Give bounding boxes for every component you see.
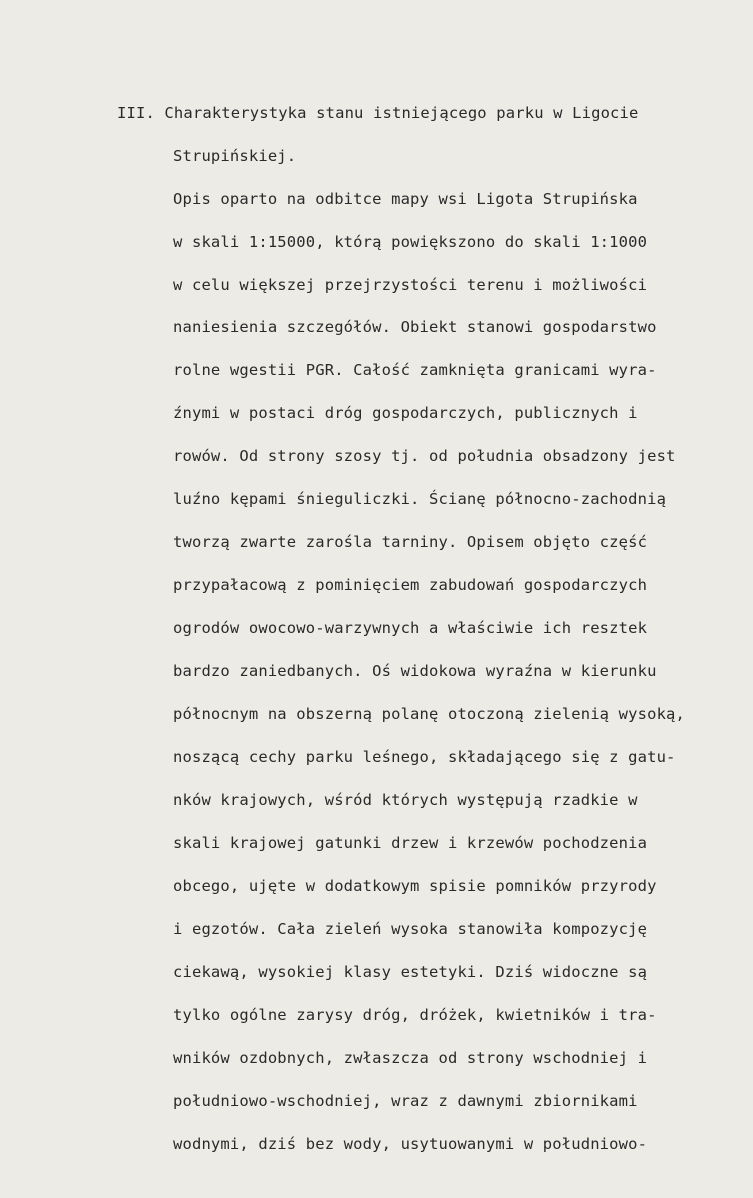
text-line: ciekawą, wysokiej klasy estetyki. Dziś widoczne są [173,963,648,981]
text-line: bardzo zaniedbanych. Oś widokowa wyraźna w kierunku [173,662,657,680]
text-line: noszącą cechy parku leśnego, składającego się z gatu- [173,748,676,766]
text-line: Strupińskiej. [173,147,297,165]
text-line: źnymi w postaci dróg gospodarczych, publicznych i [173,404,638,422]
text-line: skali krajowej gatunki drzew i krzewów pochodzenia [173,834,648,852]
text-line: nków krajowych, wśród których występują rzadkie w [173,791,638,809]
text-line: tylko ogólne zarysy dróg, dróżek, kwietników i tra- [173,1006,657,1024]
text-line: obcego, ujęte w dodatkowym spisie pomników przyrody [173,877,657,895]
text-line: przypałacową z pominięciem zabudowań gospodarczych [173,576,648,594]
text-line: w celu większej przejrzystości terenu i możliwości [173,276,648,294]
text-line: rowów. Od strony szosy tj. od południa obsadzony jest [173,447,676,465]
text-line: naniesienia szczegółów. Obiekt stanowi gospodarstwo [173,318,657,336]
text-line: wodnymi, dziś bez wody, usytuowanymi w południowo- [173,1135,648,1153]
text-line: południowo-wschodniej, wraz z dawnymi zbiornikami [173,1092,638,1110]
text-line: wników ozdobnych, zwłaszcza od strony wschodniej i [173,1049,648,1067]
heading-line: III. Charakterystyka stanu istniejącego parku w Ligocie [117,104,639,122]
text-line: w skali 1:15000, którą powiększono do skali 1:1000 [173,233,648,251]
text-line: luźno kępami śnieguliczki. Ścianę północno-zachodnią [173,490,667,508]
text-line: północnym na obszerną polanę otoczoną zielenią wysoką, [173,705,686,723]
text-line: rolne wgestii PGR. Całość zamknięta granicami wyra- [173,361,657,379]
text-line: Opis oparto na odbitce mapy wsi Ligota Strupińska [173,190,638,208]
text-line: ogrodów owocowo-warzywnych a właściwie ich resztek [173,619,648,637]
text-line: i egzotów. Cała zieleń wysoka stanowiła kompozycję [173,920,648,938]
text-line: tworzą zwarte zarośla tarniny. Opisem objęto część [173,533,648,551]
